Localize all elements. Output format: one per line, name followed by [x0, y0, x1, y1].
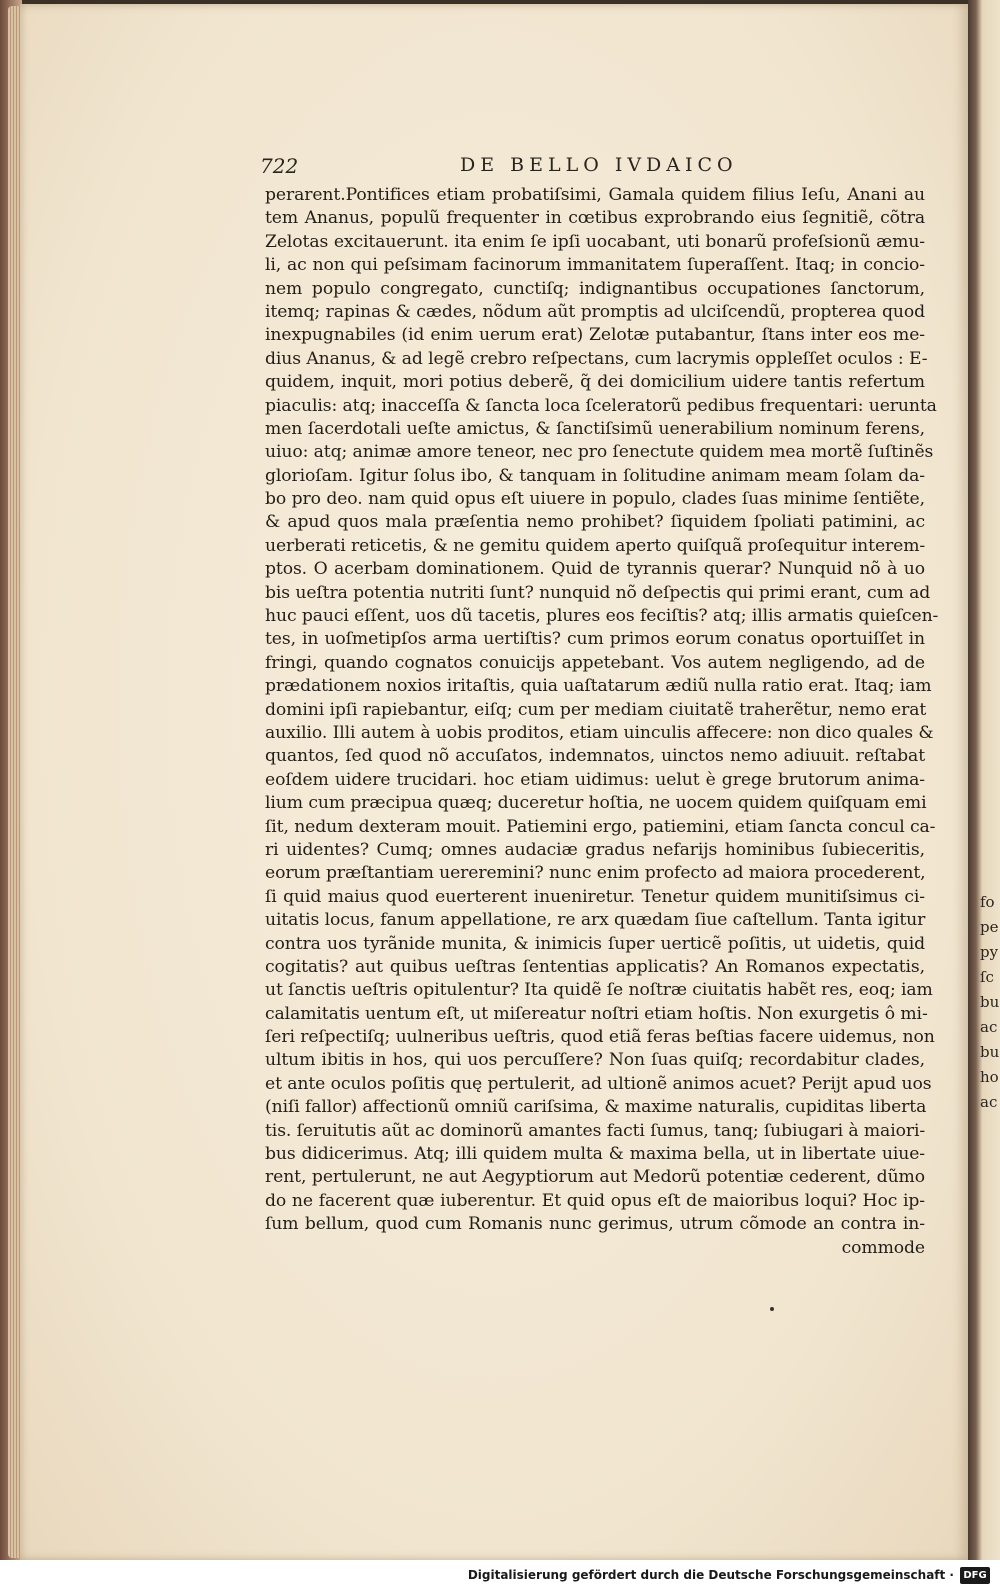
text-line: uitatis locus, fanum appellatione, re arx quædam ſiue caſtellum. Tanta igitur	[265, 910, 926, 931]
facing-page-fragment: bu	[980, 993, 1000, 1011]
text-line: auxilio. Illi autem à uobis proditos, etiam uinculis affecere: non dico quales &	[265, 722, 934, 743]
text-line: bis ueſtra potentia nutriti ſunt? nunquid nõ deſpectis qui primi erant, cum ad	[265, 582, 931, 603]
facing-page-fragment: ſc	[980, 968, 994, 986]
catchword: commode	[841, 1237, 925, 1258]
text-line: quantos, ſed quod nõ accuſatos, indemnatos, uinctos nemo adiuuit. reſtabat	[265, 746, 925, 767]
text-line: men ſacerdotali ueſte amictus, & ſanctiſsimũ uenerabilium nominum ferens,	[265, 418, 925, 439]
body-text	[265, 184, 939, 1260]
signature-mark	[770, 1307, 774, 1311]
text-line: do ne facerent quæ iuberentur. Et quid opus eſt de maioribus loqui? Hoc ip-	[265, 1190, 925, 1211]
text-line: uerberati reticetis, & ne gemitu quidem aperto quiſquã proſequitur interem-	[265, 535, 926, 556]
text-line: ultum ibitis in hos, qui uos percuſſere? Non ſuas quiſq; recordabitur clades,	[265, 1050, 925, 1071]
running-head: DE BELLO IVDAICO	[460, 154, 738, 176]
text-line: eorum præſtantiam uereremini? nunc enim profecto ad maiora procederent,	[265, 863, 926, 884]
text-line: eoſdem uidere trucidari. hoc etiam uidimus: uelut è grege brutorum anima-	[265, 769, 925, 790]
digitization-credit: Digitalisierung gefördert durch die Deutsche Forschungsgemeinschaft ·	[467, 1568, 954, 1582]
facing-page-fragment: py	[980, 943, 999, 961]
text-line: (niſi fallor) affectionũ omniũ cariſsima, & maxime naturalis, cupiditas liberta	[265, 1097, 927, 1118]
text-line: bus didicerimus. Atq; illi quidem multa & maxima bella, ut in libertate uiue-	[265, 1144, 925, 1165]
text-line: tes, in uoſmetipſos arma uertiſtis? cum primos eorum conatus oportuiſſet in	[265, 629, 925, 650]
text-line: calamitatis uentum eſt, ut miſereatur noſtri etiam hoſtis. Non exurgetis ô mi-	[265, 1003, 928, 1024]
facing-page-fragment: ac	[980, 1018, 998, 1036]
footer-bar	[0, 1560, 1000, 1592]
text-line: nem populo congregato, cunctiſq; indignantibus occupationes ſanctorum,	[265, 278, 925, 299]
facing-page-edge	[968, 0, 1000, 1560]
text-line: dius Ananus, & ad legẽ crebro reſpectans, cum lacrymis oppleſſet oculos : E-	[265, 348, 928, 369]
text-line: piaculis: atq; inacceſſa & ſancta loca ſceleratorũ pedibus frequentari: uerunta	[265, 395, 937, 416]
text-line: quidem, inquit, mori potius deberẽ, q̃ dei domicilium uidere tantis refertum	[265, 372, 925, 393]
text-line: tem Ananus, populũ frequenter in cœtibus exprobrando eius ſegnitiẽ, cõtra	[265, 208, 925, 229]
text-line: tis. ſeruitutis aũt ac dominorũ amantes facti ſumus, tanq; ſubiugari à maiori-	[265, 1120, 926, 1141]
text-line: fringi, quando cognatos conuicijs appetebant. Vos autem negligendo, ad de	[265, 652, 925, 673]
page-header	[260, 154, 920, 178]
facing-page-fragment: pe	[980, 918, 999, 936]
text-line: cogitatis? aut quibus ueſtras ſententias applicatis? An Romanos expectatis,	[265, 956, 925, 977]
dfg-logo: DFG	[960, 1567, 990, 1584]
page-number: 722	[260, 154, 299, 178]
text-line: et ante oculos poſitis quę pertulerit, ad ultionẽ animos acuet? Perijt apud uos	[265, 1073, 932, 1094]
facing-page-fragment: ho	[980, 1068, 999, 1086]
text-line: prædationem noxios iritaſtis, quia uaſtatarum ædiũ nulla ratio erat. Itaq; iam	[265, 676, 932, 697]
facing-page-fragment: bu	[980, 1043, 1000, 1061]
text-line: ut ſanctis ueſtris opitulentur? Ita quidẽ ſe noſtræ ciuitatis habẽt res, eoq; iam	[265, 980, 933, 1001]
facing-page-fragment: ac	[980, 1093, 998, 1111]
text-line: ſi quid maius quod euerterent inueniretur. Tenetur quidem munitiſsimus ci-	[265, 886, 925, 907]
text-line: rent, pertulerunt, ne aut Aegyptiorum aut Medorũ potentiæ cederent, dũmo	[265, 1167, 925, 1188]
text-line: domini ipſi rapiebantur, eiſq; cum per mediam ciuitatẽ traherẽtur, nemo erat	[265, 699, 927, 720]
text-line: li, ac non qui peſsimam facinorum immanitatem ſuperaſſent. Itaq; in concio-	[265, 255, 925, 276]
text-line: itemq; rapinas & cædes, nõdum aũt promptis ad ulciſcendũ, propterea quod	[265, 301, 925, 322]
text-line: inexpugnabiles (id enim uerum erat) Zelotæ putabantur, ſtans inter eos me-	[265, 325, 925, 346]
text-line: & apud quos mala præſentia nemo prohibet? ſiquidem ſpoliati patimini, ac	[265, 512, 925, 533]
text-line: ptos. O acerbam dominationem. Quid de tyrannis querar? Nunquid nõ à uo	[265, 559, 925, 580]
text-line: ſit, nedum dexteram mouit. Patiemini ergo, patiemini, etiam ſancta concul ca-	[265, 816, 936, 837]
text-line: ſeri reſpectiſq; uulneribus ueſtris, quod etiã feras beſtias facere uidemus, non	[265, 1027, 935, 1048]
text-line: Zelotas excitauerunt. ita enim ſe ipſi uocabant, uti bonarũ profeſsionũ æmu-	[265, 231, 925, 252]
text-line: ri uidentes? Cumq; omnes audaciæ gradus nefarijs hominibus ſubieceritis,	[265, 839, 925, 860]
text-line: huc pauci eſſent, uos dũ tacetis, plures eos feciſtis? atq; illis armatis quieſcen-	[265, 606, 939, 627]
text-line: uiuo: atq; animæ amore teneor, nec pro ſenectute quidem mea mortẽ ſuſtinẽs	[265, 442, 934, 463]
facing-page-fragment: fo	[980, 893, 995, 911]
text-line: ſum bellum, quod cum Romanis nunc gerimus, utrum cõmode an contra in-	[265, 1214, 925, 1235]
text-line: contra uos tyrãnide munita, & inimicis ſuper uerticẽ poſitis, ut uidetis, quid	[265, 933, 925, 954]
book-page	[20, 4, 968, 1560]
text-line: glorioſam. Igitur ſolus ibo, & tanquam in ſolitudine animam meam ſolam da-	[265, 465, 925, 486]
text-line: perarent.Pontifices etiam probatiſsimi, Gamala quidem filius Ieſu, Anani au	[265, 185, 925, 205]
text-line: bo pro deo. nam quid opus eſt uiuere in populo, clades ſuas minime ſentiẽte,	[265, 489, 925, 510]
text-line: lium cum præcipua quæq; duceretur hoſtia, ne uocem quidem quiſquam emi	[265, 793, 927, 814]
